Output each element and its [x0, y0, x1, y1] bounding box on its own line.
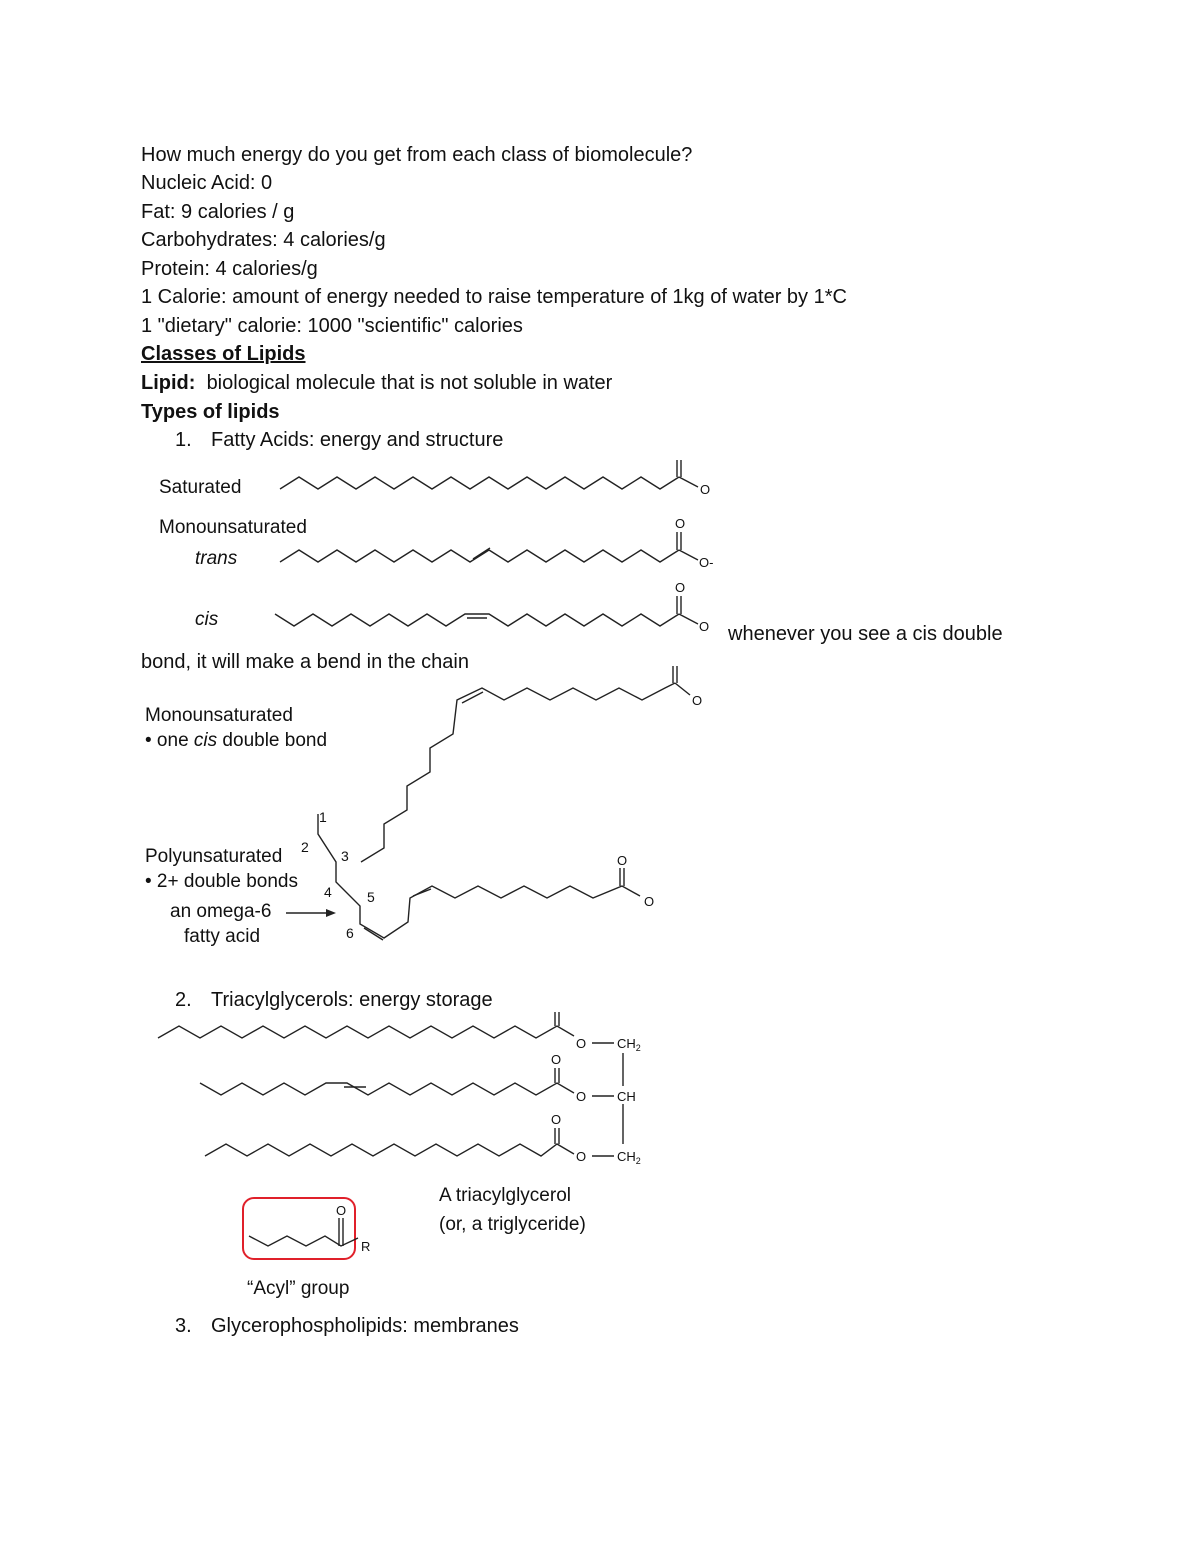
carbon-number-3: 3	[341, 848, 349, 864]
poly-oxygen: O	[644, 894, 655, 909]
triacylglycerol-chain-2	[200, 1083, 574, 1095]
cis-note-part1: whenever you see a cis double	[728, 623, 1003, 645]
acyl-oxygen: O	[336, 1203, 347, 1218]
polyunsaturated-label: Polyunsaturated	[145, 846, 283, 867]
glycerol-ch-middle: CH	[617, 1089, 636, 1104]
nucleic-acid-line: Nucleic Acid: 0	[141, 172, 273, 194]
trans-label: trans	[195, 548, 238, 569]
fatty-acid-label: fatty acid	[184, 926, 261, 947]
triglyceride-caption: (or, a triglyceride)	[439, 1214, 586, 1235]
fig2-monounsaturated-label: Monounsaturated	[145, 705, 293, 726]
trans-oxy-bond	[679, 550, 698, 560]
list-item-glycerophospholipids: Glycerophospholipids: membranes	[211, 1315, 519, 1337]
monounsaturated-label: Monounsaturated	[159, 517, 307, 538]
list-item-number-2: 2.	[175, 989, 192, 1011]
poly-carbonyl-oxygen: O	[617, 853, 628, 868]
cis-oxy-bond	[679, 614, 698, 624]
cis-carbonyl-oxygen: O	[675, 580, 686, 595]
carbohydrates-line: Carbohydrates: 4 calories/g	[141, 229, 386, 251]
unsaturation-figure	[286, 666, 690, 940]
question-line: How much energy do you get from each class of biomolecule?	[141, 144, 693, 166]
saturated-label: Saturated	[159, 477, 242, 498]
lipid-term: Lipid:	[141, 372, 196, 394]
ester-oxygen-2: O	[576, 1089, 587, 1104]
fat-line: Fat: 9 calories / g	[141, 201, 295, 223]
lipid-def-text: biological molecule that is not soluble in water	[206, 372, 613, 394]
triacylglycerol-chain-3	[205, 1144, 574, 1156]
glycerol-ch2-top: $CH_2$	[617, 1036, 641, 1053]
classes-heading: Classes of Lipids	[141, 343, 306, 365]
mono-cis-double-bond	[462, 692, 483, 703]
chain3-carbonyl-oxygen: O	[551, 1112, 562, 1127]
ester-oxygen-1: O	[576, 1036, 587, 1051]
list-item-number-3: 3.	[175, 1315, 192, 1337]
saturated-chain	[280, 477, 679, 489]
mono-oxygen: O	[692, 693, 703, 708]
triacylglycerol-chain-1	[158, 1026, 574, 1038]
fig2-mono-subtitle: • one cis double bond	[145, 730, 328, 751]
dietary-calorie-line: 1 "dietary" calorie: 1000 "scientific" calories	[141, 315, 523, 337]
saturated-oxygen: O	[700, 482, 711, 497]
carbon-number-5: 5	[367, 889, 375, 905]
list-item-number-1: 1.	[175, 429, 192, 451]
carbon-number-1: 1	[319, 809, 327, 825]
carbon-number-4: 4	[324, 884, 332, 900]
cis-chain	[275, 614, 679, 626]
poly-double-bond-2	[413, 889, 431, 896]
poly-double-bond-1	[364, 928, 383, 940]
ester-oxygen-3: O	[576, 1149, 587, 1164]
fatty-acid-types-figure	[275, 460, 698, 626]
glycerol-ch2-bottom: $CH_2$	[617, 1149, 641, 1166]
triacylglycerol-caption: A triacylglycerol	[439, 1185, 571, 1206]
saturated-oxy-bond	[679, 477, 698, 487]
omega6-label: an omega-6	[170, 901, 272, 922]
types-heading: Types of lipids	[141, 401, 280, 423]
cis-label: cis	[195, 609, 219, 630]
trans-double-bond	[473, 548, 490, 559]
omega-arrowhead	[326, 909, 336, 917]
polyunsaturated-chain	[318, 814, 640, 938]
chain2-carbonyl-oxygen: O	[551, 1052, 562, 1067]
acyl-group-caption: “Acyl” group	[247, 1278, 350, 1299]
acyl-r-group: R	[361, 1239, 371, 1254]
list-item-triacylglycerols: Triacylglycerols: energy storage	[211, 989, 493, 1011]
polyunsaturated-subtitle: • 2+ double bonds	[145, 871, 298, 892]
mono-oxy-bond	[675, 683, 690, 695]
cis-oxygen: O	[699, 619, 710, 634]
calorie-definition-line: 1 Calorie: amount of energy needed to raise temperature of 1kg of water by 1*C	[141, 286, 847, 308]
trans-chain	[280, 550, 679, 562]
trans-oxygen-minus: O-	[699, 555, 714, 570]
protein-line: Protein: 4 calories/g	[141, 258, 318, 280]
trans-carbonyl-oxygen: O	[675, 516, 686, 531]
acyl-chain	[249, 1236, 358, 1246]
carbon-number-2: 2	[301, 839, 309, 855]
monounsaturated-bent-chain	[361, 683, 675, 862]
carbon-number-6: 6	[346, 925, 354, 941]
list-item-fatty-acids: Fatty Acids: energy and structure	[211, 429, 504, 451]
cis-note-part2: bond, it will make a bend in the chain	[141, 651, 469, 673]
